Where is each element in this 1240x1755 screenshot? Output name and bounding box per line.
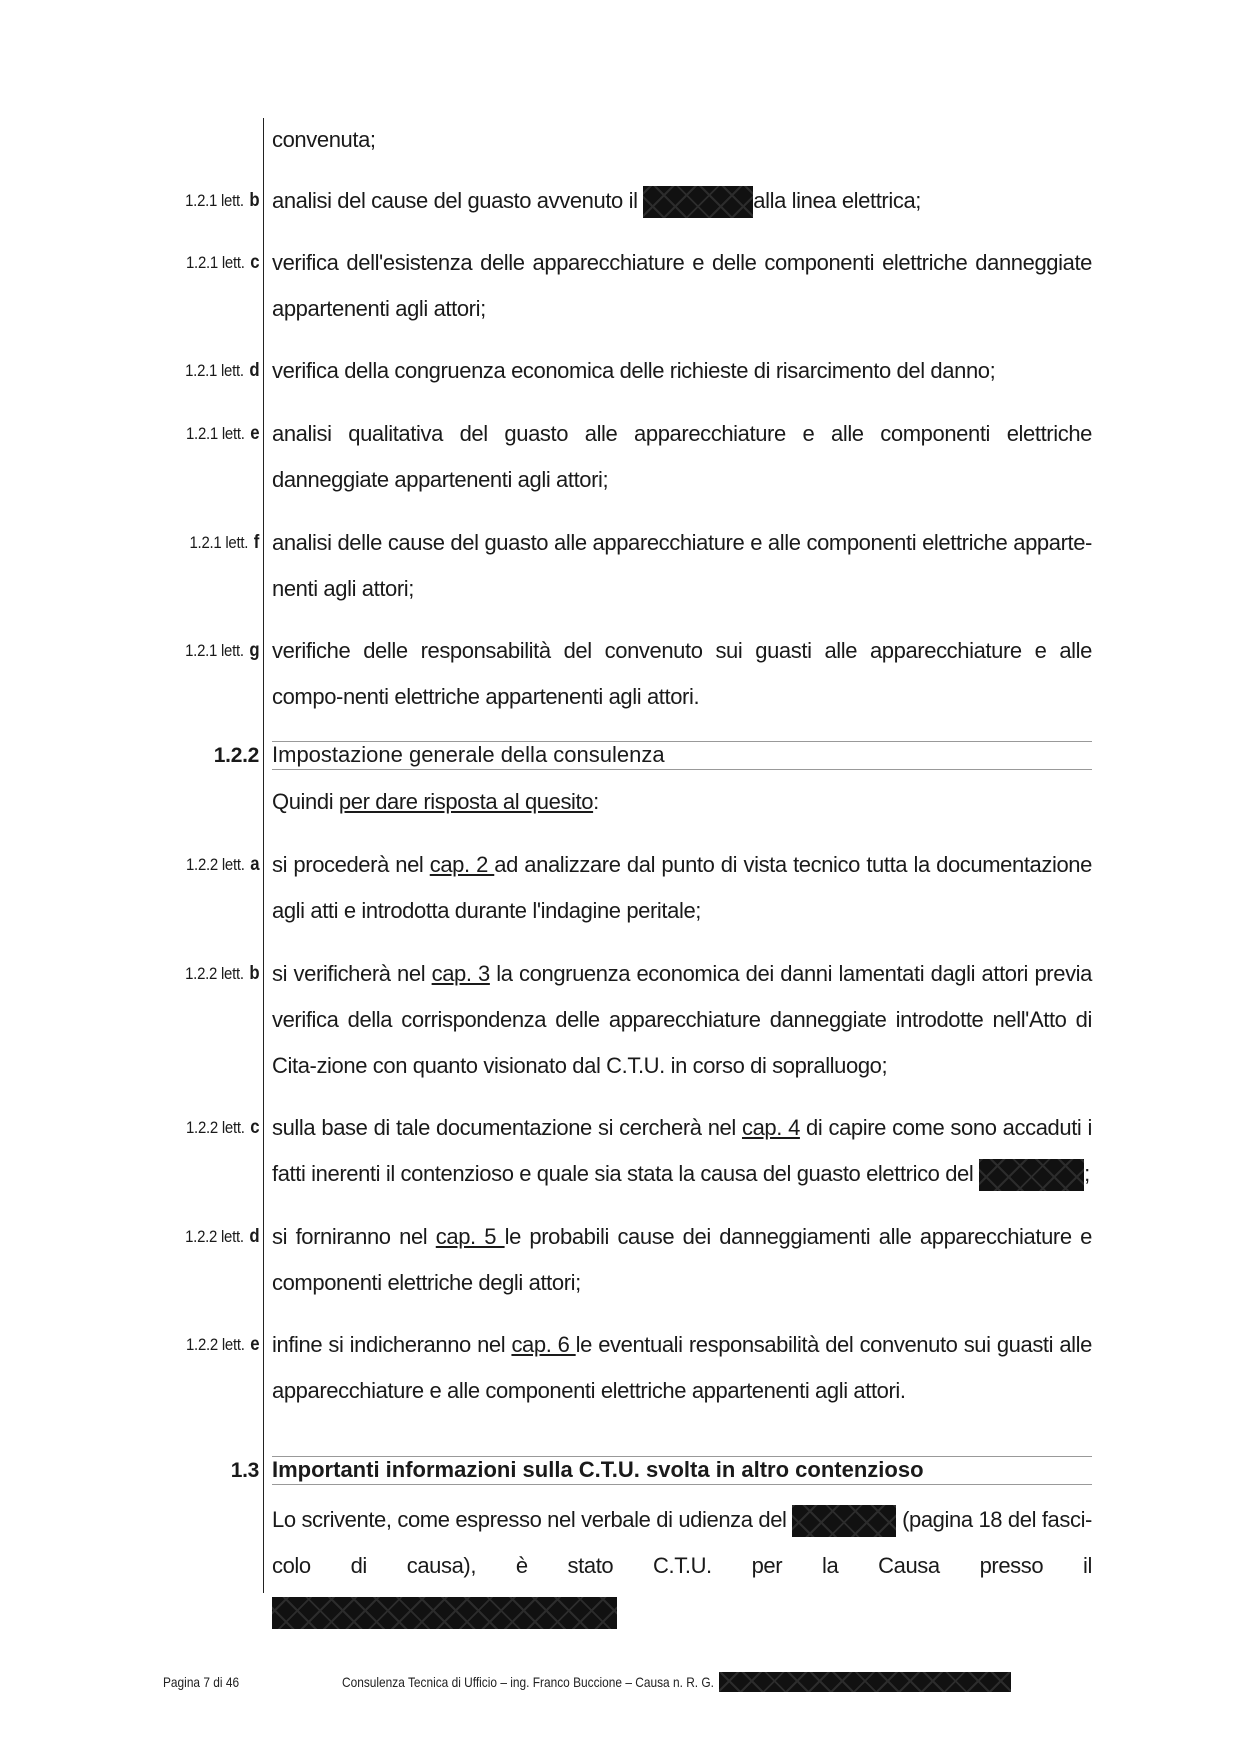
item-text: sulla base di tale documentazione si cercherà nel cap. 4 di capire come sono accaduti i fatti inerenti il contenzioso e quale sia stata la causa del guasto elettrico del ;	[272, 1105, 1092, 1197]
item-text: si verificherà nel cap. 3 la congruenza economica dei danni lamentati dagli attori previa verifica della corrispondenza delle apparecchiature danneggiate introdotte nell'Atto di Cita-zione con quanto visionato dal C.T.U. in corso di sopralluogo;	[272, 961, 1092, 1078]
redaction-block	[979, 1159, 1084, 1191]
section-heading: Impostazione generale della consulenza	[272, 741, 1092, 770]
item-label: 1.2.1 lett. d	[184, 360, 259, 381]
paragraph-text: Lo scrivente, come espresso nel verbale di udienza del (pagina 18 del fasci-colo di causa), è stato C.T.U. per la Causa presso il	[272, 1497, 1092, 1635]
item-label: 1.2.2 lett. a	[185, 854, 259, 875]
item-label: 1.2.1 lett. g	[184, 640, 259, 661]
section-number: 1.2.2	[213, 744, 259, 767]
section-heading: Importanti informazioni sulla C.T.U. svolta in altro contenzioso	[272, 1456, 1092, 1485]
item-label: 1.2.1 lett. e	[185, 423, 259, 444]
item-label: 1.2.2 lett. e	[185, 1334, 259, 1355]
item-label: 1.2.2 lett. d	[184, 1226, 259, 1247]
paragraph-text: convenuta;	[272, 127, 376, 152]
redaction-block	[643, 186, 753, 218]
item-text: si procederà nel cap. 2 ad analizzare dal punto di vista tecnico tutta la documentazione agli atti e introdotta durante l'indagine peritale;	[272, 852, 1092, 923]
margin-rule	[263, 118, 264, 1593]
item-label: 1.2.2 lett. c	[185, 1117, 259, 1138]
footer-caption: Consulenza Tecnica di Ufficio – ing. Franco Buccione – Causa n. R. G.	[342, 1674, 714, 1690]
intro-text: Quindi per dare risposta al quesito:	[272, 789, 599, 814]
item-text: verifica della congruenza economica delle richieste di risarcimento del danno;	[272, 358, 996, 383]
redaction-block	[272, 1597, 617, 1629]
item-text: si forniranno nel cap. 5 le probabili cause dei danneggiamenti alle apparecchiature e componenti elettriche degli attori;	[272, 1224, 1092, 1295]
item-label: 1.2.2 lett. b	[184, 963, 259, 984]
item-text: analisi del cause del guasto avvenuto il alla linea elettrica;	[272, 178, 1092, 224]
redaction-block	[719, 1672, 1011, 1692]
page-number: Pagina 7 di 46	[163, 1674, 240, 1690]
item-text: verifica dell'esistenza delle apparecchiature e delle componenti elettriche danneggiate appartenenti agli attori;	[272, 250, 1092, 321]
item-text: analisi qualitativa del guasto alle apparecchiature e alle componenti elettriche danneggiate appartenenti agli attori;	[272, 421, 1092, 492]
item-label: 1.2.1 lett. f	[189, 532, 259, 553]
item-text: infine si indicheranno nel cap. 6 le eventuali responsabilità del convenuto sui guasti alle apparecchiature e alle componenti elettriche appartenenti agli attori.	[272, 1332, 1092, 1403]
item-label: 1.2.1 lett. b	[184, 190, 259, 211]
item-text: analisi delle cause del guasto alle apparecchiature e alle componenti elettriche apparte-nenti agli attori;	[272, 530, 1092, 601]
item-label: 1.2.1 lett. c	[185, 252, 259, 273]
item-text: verifiche delle responsabilità del convenuto sui guasti alle apparecchiature e alle compo-nenti elettriche appartenenti agli attori.	[272, 638, 1092, 709]
section-number: 1.3	[230, 1459, 259, 1482]
redaction-block	[792, 1505, 896, 1537]
